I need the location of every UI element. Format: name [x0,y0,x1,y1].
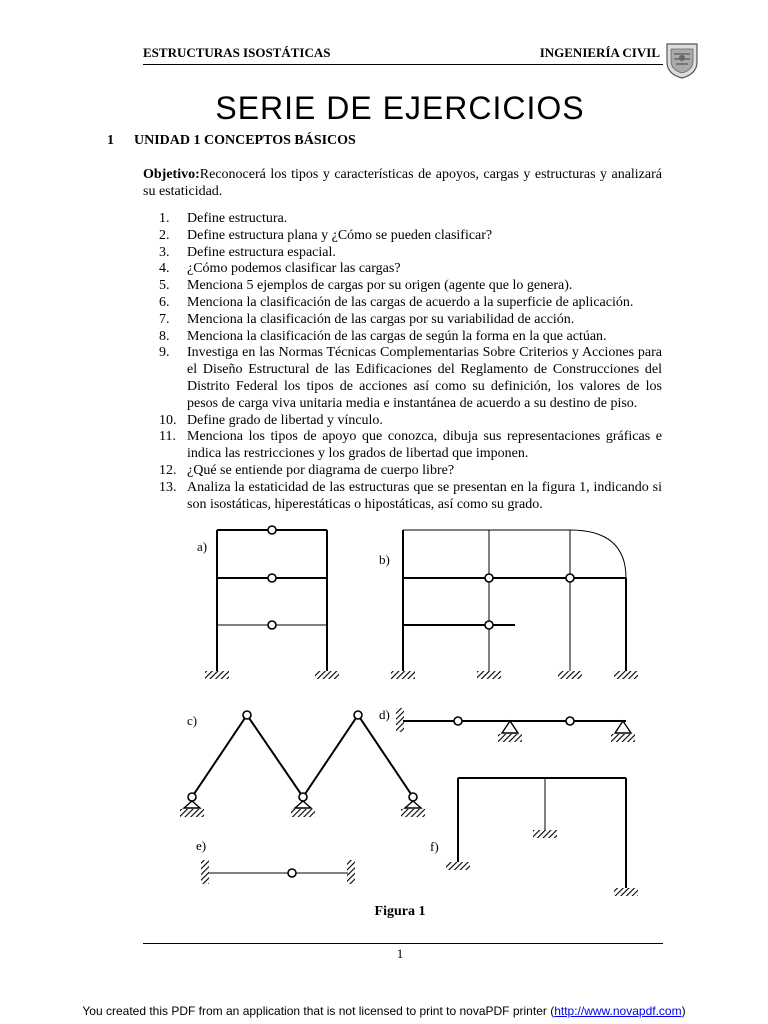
question-number: 6. [159,294,170,310]
label-f: f) [430,839,439,854]
question-text: Define estructura espacial. [187,244,336,260]
fixed-support-icon [205,671,229,679]
fixed-support-icon [614,671,638,679]
unit-title: UNIDAD 1 CONCEPTOS BÁSICOS [134,133,356,148]
page-title: SERIE DE EJERCICIOS [215,90,585,126]
pin-support-icon [498,721,522,742]
question-text: Define estructura plana y ¿Cómo se pueden clasificar? [187,227,493,243]
hinge-icon [566,574,574,582]
page-number: 1 [396,946,404,961]
fixed-support-icon [446,862,470,870]
label-c: c) [187,713,198,728]
fixed-support-icon [614,888,638,896]
structure-d [396,708,635,742]
question-text: Menciona la clasificación de las cargas por su variabilidad de acción. [187,311,575,327]
license-notice [0,1004,768,1018]
hinge-icon [268,526,276,534]
question-number: 4. [159,261,170,277]
footer-rule [143,943,663,944]
hinge-icon [485,621,493,629]
fixed-support-icon [477,671,501,679]
structure-b [391,530,638,679]
question-text: Menciona 5 ejemplos de cargas por su origen (agente que lo genera). [187,278,573,294]
question-number: 9. [159,345,170,361]
question-text: Investiga en las Normas Técnicas Complementarias Sobre Criterios y Acciones para el Diseño Estructural de las Edificaciones del Reglamento de Construcciones del Distrito Federal los tipos de acciones así como su definición, los valores de los pesos de carga viva unitaria media e instantánea de acuerdo a su destino de piso. [187,345,662,411]
question-number: 1. [159,211,170,226]
question-text: Menciona la clasificación de las cargas de según la forma en la que actúan. [187,328,607,344]
header-left-title: ESTRUCTURAS ISOSTÁTICAS [143,45,331,60]
objective-label: Objetivo: [143,167,200,182]
question-text: Analiza la estaticidad de las estructuras que se presentan en la figura 1, indicando si son isostáticas, hiperestáticas o hipostáticas, así como su grado. [187,479,662,512]
structure-e [201,860,355,884]
question-number: 10. [159,412,177,428]
structure-a [205,526,339,679]
hinge-icon [268,621,276,629]
structure-c [180,711,425,817]
question-number: 12. [159,462,177,478]
pin-support-icon [401,793,425,817]
fixed-wall-icon [347,860,355,884]
question-number: 13. [159,479,177,495]
hinge-icon [243,711,251,719]
question-number: 2. [159,227,170,243]
pin-support-icon [611,721,635,742]
question-text: ¿Qué se entiende por diagrama de cuerpo libre? [187,462,455,478]
fixed-support-icon [533,830,557,838]
label-a: a) [197,539,208,554]
question-text: Define grado de libertad y vínculo. [187,412,383,428]
label-d: d) [379,707,390,722]
label-b: b) [379,552,390,567]
objective-text: Reconocerá los tipos y características de apoyos, cargas y estructuras y analizará su estaticidad. [143,167,662,199]
hinge-icon [454,717,462,725]
question-text: ¿Cómo podemos clasificar las cargas? [187,261,401,277]
question-number: 11. [159,429,176,445]
fixed-support-icon [558,671,582,679]
fixed-support-icon [391,671,415,679]
question-text: Define estructura. [187,211,288,226]
hinge-icon [288,869,296,877]
notice-text: You created this PDF from an application that is not licensed to print to novaPDF printer ( [82,1004,555,1018]
header-right-title: INGENIERÍA CIVIL [539,45,660,60]
question-text: Menciona los tipos de apoyo que conozca, dibuja sus representaciones gráficas e indica las restricciones y los grados de libertad que imponen. [187,429,662,462]
question-number: 5. [159,278,170,294]
fixed-wall-icon [396,708,404,732]
notice-end: ) [681,1004,686,1018]
hinge-icon [566,717,574,725]
hinge-icon [268,574,276,582]
pin-support-icon [180,793,204,817]
novapdf-link[interactable]: http://www.novapdf.com [554,1004,682,1018]
unit-number: 1 [107,133,114,148]
figure-caption: Figura 1 [374,904,426,919]
question-number: 7. [159,311,170,327]
question-number: 3. [159,244,170,260]
hinge-icon [354,711,362,719]
hinge-icon [485,574,493,582]
structure-f [446,778,638,896]
fixed-support-icon [315,671,339,679]
pin-support-icon [291,793,315,817]
label-e: e) [196,838,207,853]
question-text: Menciona la clasificación de las cargas de acuerdo a la superficie de aplicación. [187,294,634,310]
question-number: 8. [159,328,170,344]
fixed-wall-icon [201,860,209,884]
